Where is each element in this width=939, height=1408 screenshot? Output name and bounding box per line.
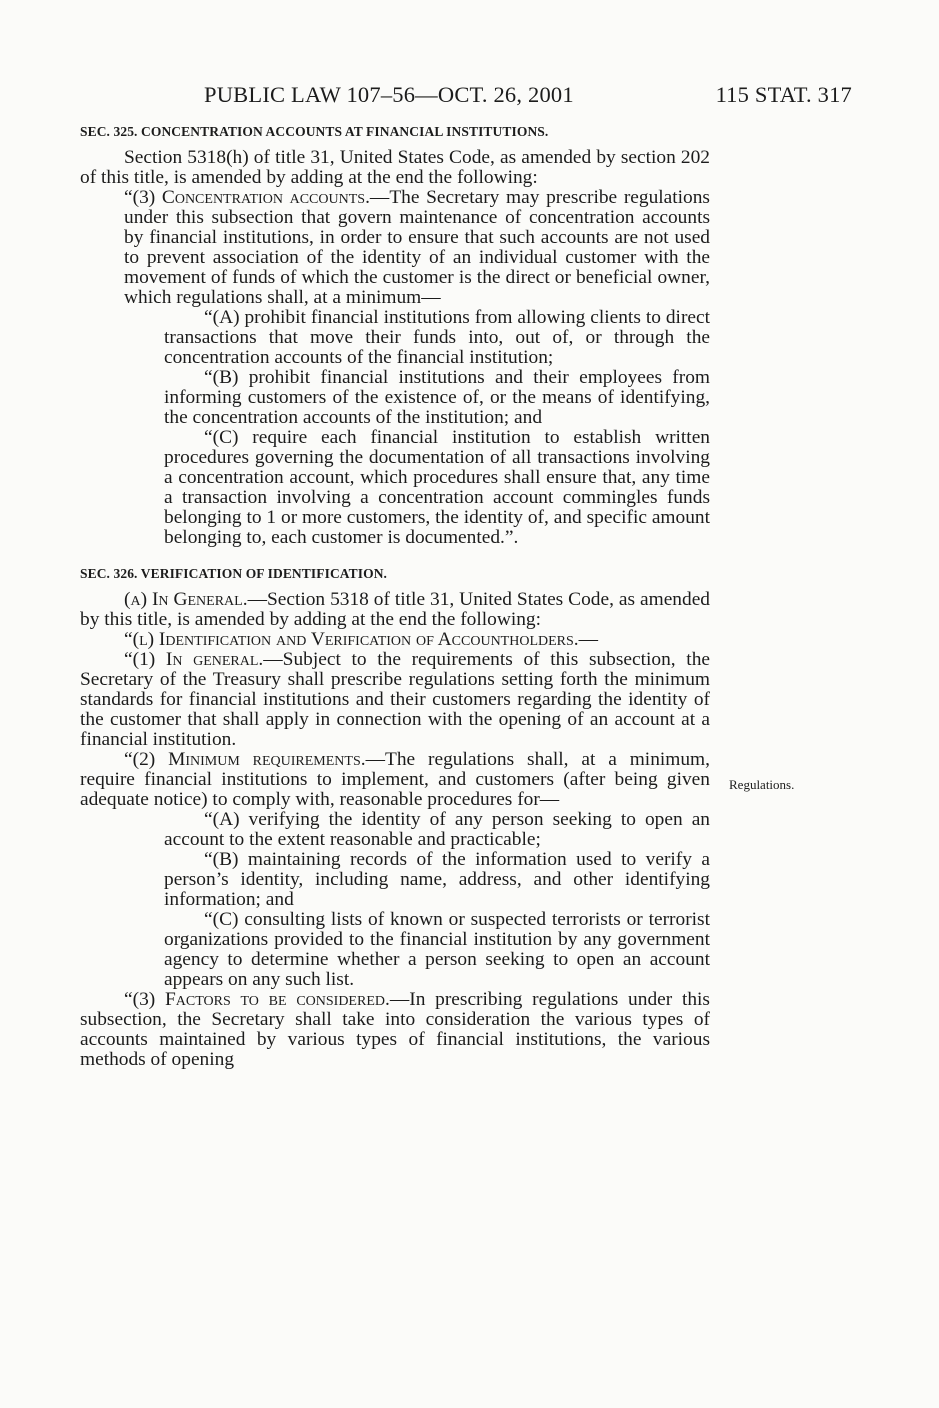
paragraph-3-text: —The Secretary may prescribe regulations under this subsection that govern maintenance of concentration accounts by financial institutions, in order to ensure that such accounts are not used to prevent association of the identity of an individual customer with the movement of funds of which the customer is the direct or beneficial owner, which regulations shall, at a minimum— bbox=[124, 187, 710, 308]
section-325-heading: SEC. 325. CONCENTRATION ACCOUNTS AT FINANCIAL INSTITUTIONS. bbox=[80, 124, 549, 139]
subsection-a-label: (a) In General. bbox=[124, 589, 248, 610]
subparagraph-326-b: “(B) maintaining records of the information used to verify a person’s identity, including name, address, and other identifying information; and bbox=[164, 849, 710, 910]
paragraph-3-factors-text: —In prescribing regulations under this subsection, the Secretary shall take into consideration the various types of accounts maintained by various types of financial institutions, the various methods of opening bbox=[80, 989, 710, 1070]
section-326-subsection-a bbox=[80, 590, 710, 630]
subparagraph-325-a: “(A) prohibit financial institutions from allowing clients to direct transactions that move their funds into, out of, or through the concentration accounts of the financial institution; bbox=[164, 307, 710, 368]
paragraph-3-factors bbox=[80, 990, 710, 1070]
section-325-intro: Section 5318(h) of title 31, United States Code, as amended by section 202 of this title, is amended by adding at the end the following: bbox=[80, 147, 710, 188]
public-law-citation: PUBLIC LAW 107–56—OCT. 26, 2001 bbox=[204, 82, 574, 107]
subsection-l-heading: “(l) Identification and Verification of Accountholders.— bbox=[124, 629, 599, 650]
subparagraph-326-c: “(C) consulting lists of known or suspected terrorists or terrorist organizations provided to the financial institution by any government agency to determine whether a person seeking to open an account appears on any such list. bbox=[164, 909, 710, 990]
subparagraph-326-a: “(A) verifying the identity of any person seeking to open an account to the extent reasonable and practicable; bbox=[164, 809, 710, 850]
section-326-heading: SEC. 326. VERIFICATION OF IDENTIFICATION. bbox=[80, 566, 388, 581]
paragraph-3-label: “(3) Concentration accounts. bbox=[124, 187, 370, 208]
subparagraph-325-b: “(B) prohibit financial institutions and their employees from informing customers of the existence of, or the means of identifying, the concentration accounts of the institution; and bbox=[164, 367, 710, 428]
paragraph-1-in-general bbox=[80, 650, 710, 750]
paragraph-2-minimum-requirements bbox=[80, 750, 710, 810]
body-column bbox=[80, 124, 710, 1070]
subparagraph-325-c: “(C) require each financial institution to establish written procedures governing the documentation of all transactions involving a concentration account, which procedures shall ensure that, any time a transaction involving a concentration account commingles funds belonging to 1 or more customers, the identity of, and specific amount belonging to, each customer is documented.”. bbox=[164, 427, 710, 548]
paragraph-1-text: —Subject to the requirements of this subsection, the Secretary of the Treasury shall prescribe regulations setting forth the minimum standards for financial institutions and their customers regarding the identity of the customer that shall apply in connection with the opening of an account at a financial institution. bbox=[80, 649, 710, 750]
stat-page-number: 115 STAT. 317 bbox=[715, 82, 852, 107]
paragraph-2-text: —The regulations shall, at a minimum, require financial institutions to implement, and customers (after being given adequate notice) to comply with, reasonable procedures for— bbox=[80, 749, 710, 810]
margin-note-regulations: Regulations. bbox=[729, 777, 795, 792]
paragraph-2-label: “(2) Minimum requirements. bbox=[124, 749, 366, 770]
paragraph-1-label: “(1) In general. bbox=[124, 649, 264, 670]
paragraph-3-factors-label: “(3) Factors to be considered. bbox=[124, 989, 390, 1010]
subsection-a-text: —Section 5318 of title 31, United States Code, as amended by this title, is amended by adding at the end the following: bbox=[80, 589, 710, 630]
paragraph-3-concentration-accounts bbox=[124, 188, 710, 308]
